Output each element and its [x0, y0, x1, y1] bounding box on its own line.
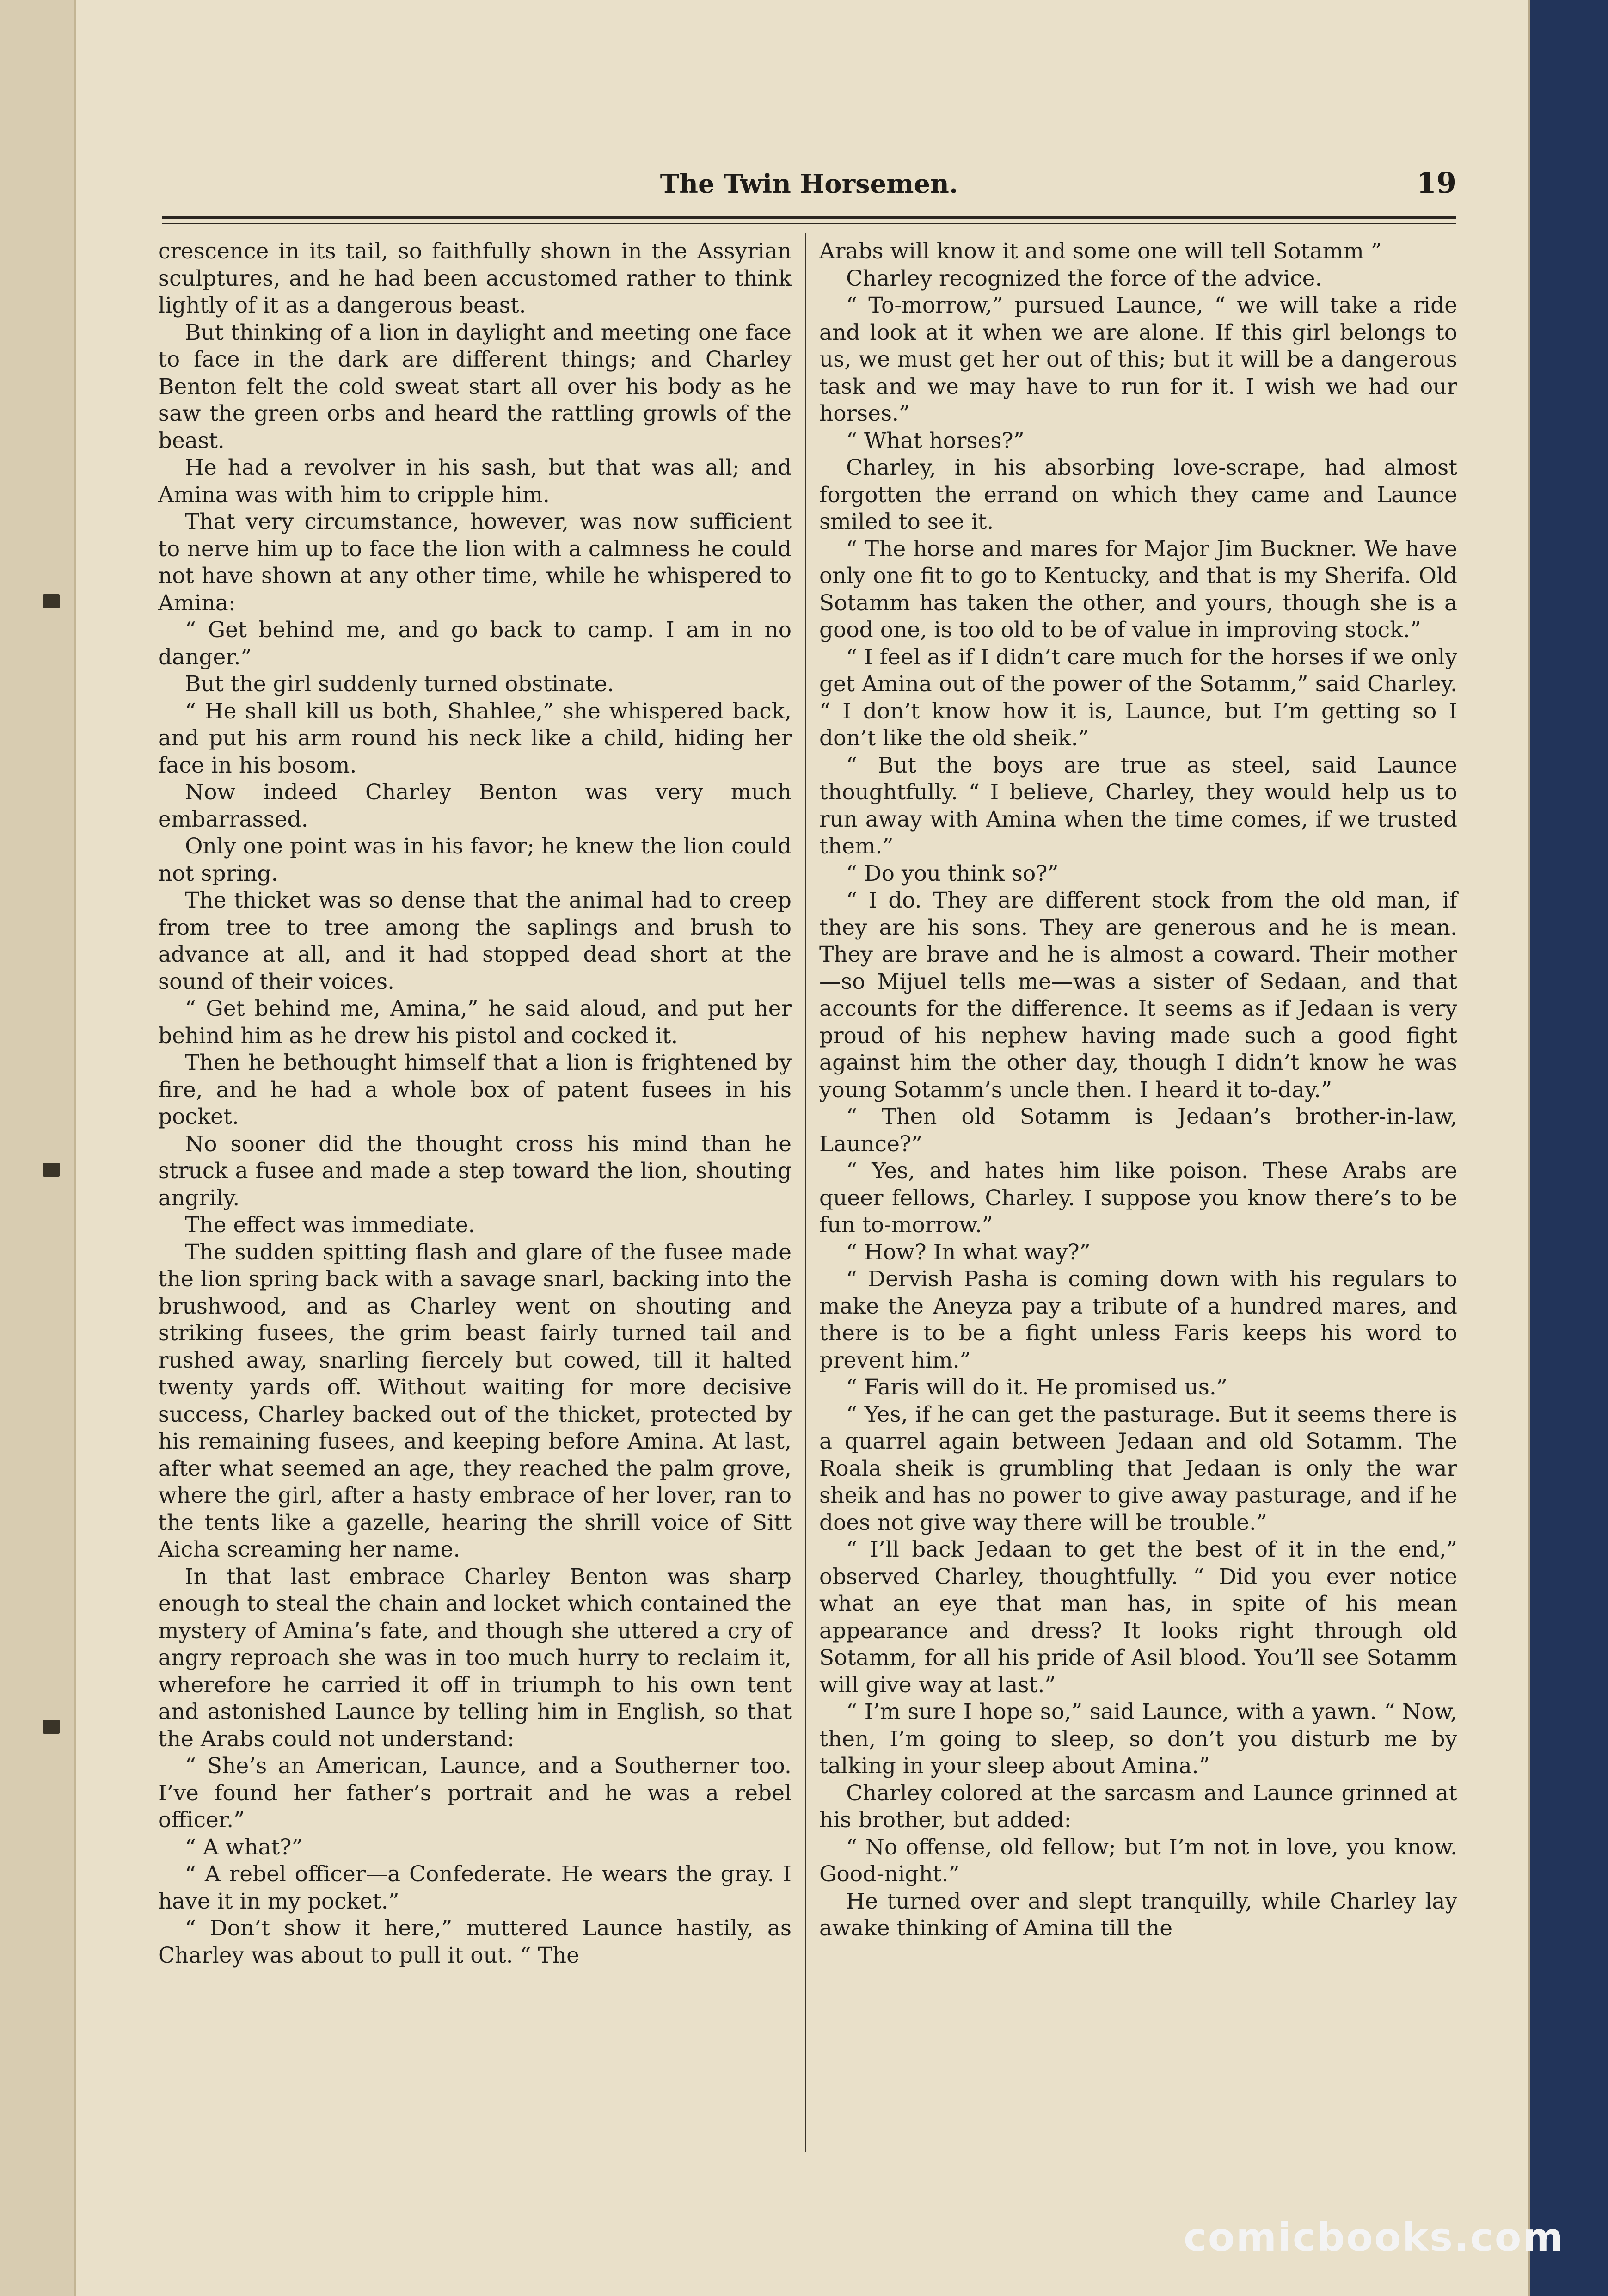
right-column — [819, 238, 1457, 1942]
staple-hole — [43, 594, 60, 608]
paragraph: “ A what?” — [185, 1834, 303, 1860]
paragraph: “ Get behind me, and go back to camp. I am in no danger.” — [158, 617, 792, 670]
paragraph: The effect was immediate. — [185, 1212, 475, 1238]
paragraph: “ I do. They are different stock from the old man, if they are his sons. They are generous and he is mean. They are brave and he is almost a coward. Their mother—so Mijuel tells me—was a sister of Sedaan, and that accounts for the difference. It seems as if Jedaan is very proud of his nephew having made such a good fight against him the other day, though I didn’t know he was young Sotamm’s uncle then. I heard it to-day.” — [819, 888, 1457, 1103]
paragraph: He turned over and slept tranquilly, while Charley lay awake thinking of Amina till the — [819, 1888, 1457, 1941]
paragraph: “ To-morrow,” pursued Launce, “ we will take a ride and look at it when we are alone. If this girl belongs to us, we must get her out of this; but it will be a dangerous task and we may have to run for it. I wish we had our horses.” — [819, 293, 1457, 426]
paragraph: He had a revolver in his sash, but that was all; and Amina was with him to cripple him. — [158, 455, 792, 508]
paragraph: Only one point was in his favor; he knew the lion could not spring. — [158, 834, 792, 886]
paragraph: “ She’s an American, Launce, and a Southerner too. I’ve found her father’s portrait and he was a rebel officer.” — [158, 1753, 792, 1833]
paragraph: “ Yes, if he can get the pasturage. But it seems there is a quarrel again between Jedaan and old Sotamm. The Roala sheik is grumbling that Jedaan is only the war sheik and has no power to give away pasturage, and if he does not give way there will be trouble.” — [819, 1401, 1457, 1535]
paragraph: “ I’ll back Jedaan to get the best of it in the end,” observed Charley, thoughtfully. “ Did you ever notice what an eye that man has, in spite of his mean appearance and dress? It looks right through old Sotamm, for all his pride of Asil blood. You’ll see Sotamm will give way at last.” — [819, 1537, 1457, 1698]
paragraph: “ Dervish Pasha is coming down with his regulars to make the Aneyza pay a tribute of a hundred mares, and there is to be a fight unless Faris keeps his word to prevent him.” — [819, 1266, 1457, 1373]
paragraph: “ What horses?” — [846, 428, 1025, 454]
paragraph: “ But the boys are true as steel, said Launce thoughtfully. “ I believe, Charley, they would help us to run away with Amina when the time comes, if we trusted them.” — [819, 752, 1457, 859]
paragraph: crescence in its tail, so faithfully shown in the Assyrian sculptures, and he had been accustomed rather to think lightly of it as a dangerous beast. — [158, 239, 792, 318]
paragraph: Charley recognized the force of the advice. — [846, 265, 1322, 291]
paragraph: The thicket was so dense that the animal had to creep from tree to tree among the saplings and brush to advance at all, and it had stopped dead short at the sound of their voices. — [158, 888, 792, 995]
paragraph: Then he bethought himself that a lion is frightened by fire, and he had a whole box of patent fusees in his pocket. — [158, 1050, 792, 1130]
paragraph: Now indeed Charley Benton was very much embarrassed. — [158, 780, 792, 832]
page-number: 19 — [1416, 166, 1456, 200]
paragraph: “ I feel as if I didn’t care much for the horses if we only get Amina out of the power of the Sotamm,” said Charley. “ I don’t know how it is, Launce, but I’m getting so I don’t like the old sheik.” — [819, 644, 1457, 751]
paragraph: “ I’m sure I hope so,” said Launce, with a yawn. “ Now, then, I’m going to sleep, so don’t you disturb me by talking in your sleep about Amina.” — [819, 1699, 1457, 1779]
paragraph: “ No offense, old fellow; but I’m not in love, you know. Good-night.” — [819, 1834, 1457, 1887]
paragraph: That very circumstance, however, was now sufficient to nerve him up to face the lion with a calmness he could not have shown at any other time, while he whispered to Amina: — [158, 509, 792, 616]
paragraph: “ Don’t show it here,” muttered Launce hastily, as Charley was about to pull it out. “ The — [158, 1915, 792, 1968]
paragraph: Charley colored at the sarcasm and Launce grinned at his brother, but added: — [819, 1780, 1457, 1833]
staple-hole — [43, 1163, 60, 1177]
paragraph: “ Then old Sotamm is Jedaan’s brother-in-law, Launce?” — [819, 1104, 1457, 1157]
site-watermark: comicbooks.com — [1184, 2215, 1565, 2260]
running-head — [162, 160, 1456, 210]
staple-hole — [43, 1720, 60, 1734]
paragraph: “ Do you think so?” — [846, 860, 1059, 886]
page-binding-edge — [0, 0, 76, 2296]
paragraph: “ The horse and mares for Major Jim Buckner. We have only one fit to go to Kentucky, and that is my Sherifa. Old Sotamm has taken the other, and yours, though she is a good one, is too old to be of value in improving stock.” — [819, 536, 1457, 643]
paragraph: “ How? In what way?” — [846, 1239, 1091, 1265]
left-column — [158, 238, 792, 1969]
paragraph: “ Get behind me, Amina,” he said aloud, and put her behind him as he drew his pistol and cocked it. — [158, 996, 792, 1049]
paragraph: “ Faris will do it. He promised us.” — [846, 1375, 1227, 1400]
page-title: The Twin Horsemen. — [660, 169, 958, 199]
paragraph: In that last embrace Charley Benton was sharp enough to steal the chain and locket which contained the mystery of Amina’s fate, and though she uttered a cry of angry reproach she was in too much hurry to reclaim it, wherefore he carried it off in triumph to his own tent and astonished Launce by telling him in English, so that the Arabs could not understand: — [158, 1564, 792, 1752]
scan-backdrop — [1526, 0, 1608, 2296]
paragraph: “ Yes, and hates him like poison. These Arabs are queer fellows, Charley. I suppose you know there’s to be fun to-morrow.” — [819, 1158, 1457, 1238]
paragraph: No sooner did the thought cross his mind than he struck a fusee and made a step toward the lion, shouting angrily. — [158, 1131, 792, 1211]
paragraph: “ He shall kill us both, Shahlee,” she whispered back, and put his arm round his neck like a child, hiding her face in his bosom. — [158, 698, 792, 778]
paragraph: The sudden spitting flash and glare of the fusee made the lion spring back with a savage snarl, backing into the brushwood, and as Charley went on shouting and striking fusees, the grim beast fairly turned tail and rushed away, snarling fiercely but cowed, till it halted twenty yards off. Without waiting for more decisive success, Charley backed out of the thicket, protected by his remaining fusees, and keeping before Amina. At last, after what seemed an age, they reached the palm grove, where the girl, after a hasty embrace of her lover, ran to the tents like a gazelle, hearing the shrill voice of Sitt Aicha screaming her name. — [158, 1239, 792, 1562]
paragraph: “ A rebel officer—a Confederate. He wears the gray. I have it in my pocket.” — [158, 1861, 792, 1914]
header-rule — [162, 216, 1456, 224]
paragraph: Arabs will know it and some one will tell Sotamm ” — [819, 239, 1382, 264]
column-divider — [805, 233, 806, 2152]
paragraph: Charley, in his absorbing love-scrape, had almost forgotten the errand on which they came and Launce smiled to see it. — [819, 455, 1457, 534]
paragraph: But thinking of a lion in daylight and meeting one face to face in the dark are different things; and Charley Benton felt the cold sweat start all over his body as he saw the green orbs and heard the rattling growls of the beast. — [158, 319, 792, 454]
paragraph: But the girl suddenly turned obstinate. — [185, 671, 614, 697]
